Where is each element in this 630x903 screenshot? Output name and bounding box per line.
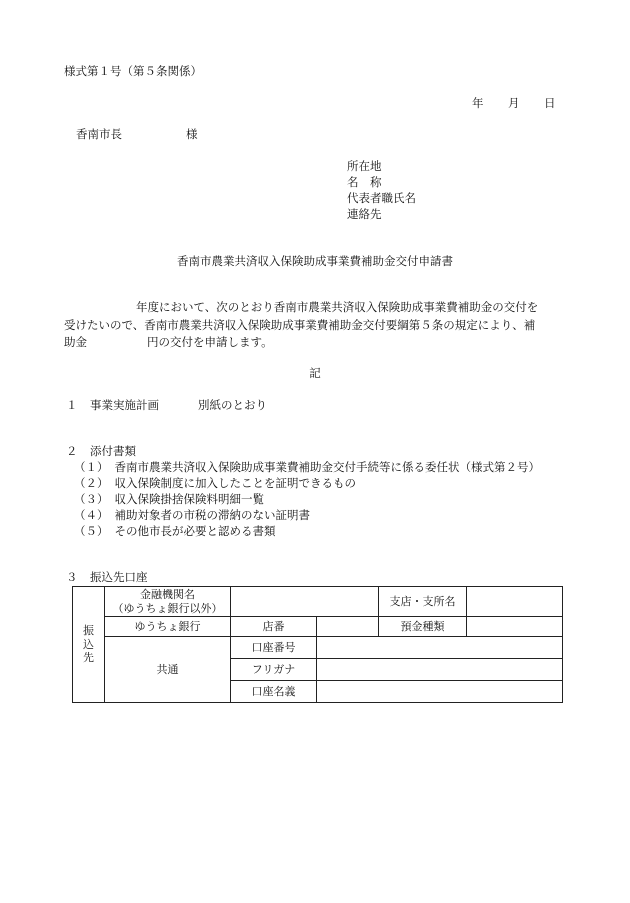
store-number-input[interactable] [317,617,379,637]
transfer-destination-label: 振込先 [83,623,94,665]
date-day-label: 日 [544,96,556,110]
attachment-item-2 [74,476,356,492]
account-number-label: 口座番号 [251,640,296,654]
attachment-item-3 [74,492,264,508]
applicant-address-label: 所在地 [347,159,382,173]
account-holder-label-cell [231,681,317,703]
section2-number: ２ [66,444,78,458]
common-label-cell [105,637,231,703]
section3-title: 振込先口座 [90,570,148,584]
body-line-1-text: 年度において、次のとおり香南市農業共済収入保険助成事業費補助金の交付を [136,300,539,314]
section3-number: ３ [66,570,78,584]
account-holder-input[interactable] [317,681,563,703]
branch-label: 支店・支所名 [389,594,456,608]
yucho-label: ゆうちょ銀行 [134,619,201,633]
date-year-label: 年 [472,96,484,110]
store-number-label-cell [231,617,317,637]
store-number-label: 店番 [262,619,285,633]
date-month-label: 月 [508,96,520,110]
financial-institution-input[interactable] [231,587,379,617]
attachment-item-5-number: （５） [74,524,109,538]
document-title: 香南市農業共済収入保険助成事業費補助金交付申請書 [177,254,453,268]
attachment-item-1-number: （１） [74,460,109,474]
branch-input[interactable] [467,587,563,617]
attachment-item-1-text: 香南市農業共済収入保険助成事業費補助金交付手続等に係る委任状（様式第２号） [114,460,540,474]
deposit-type-input[interactable] [467,617,563,637]
ki-label: 記 [309,366,321,380]
account-holder-label: 口座名義 [251,684,296,698]
bank-account-table [72,586,563,703]
account-number-input[interactable] [317,637,563,659]
attachment-item-3-number: （３） [74,492,109,506]
attachment-item-2-number: （２） [74,476,109,490]
deposit-type-label: 預金種類 [400,619,445,633]
section1-value: 別紙のとおり [198,398,267,412]
body-line-2: 受けたいので、香南市農業共済収入保険助成事業費補助金交付要綱第５条の規定により、補 [64,317,536,332]
branch-label-cell [379,587,467,617]
applicant-representative-label: 代表者職氏名 [347,191,416,205]
attachment-item-2-text: 収入保険制度に加入したことを証明できるもの [114,476,356,490]
financial-institution-label: 金融機関名 [140,587,195,601]
furigana-label-cell [231,659,317,681]
applicant-contact-label: 連絡先 [347,207,382,221]
account-number-label-cell [231,637,317,659]
common-label: 共通 [156,662,179,676]
financial-institution-label-cell [105,587,231,617]
body-paragraph [64,300,578,351]
deposit-type-label-cell [379,617,467,637]
body-line-3-suffix: 円の交付を申請します。 [147,335,273,350]
attachment-item-1 [74,460,540,476]
body-line-3-prefix: 助金 [64,335,87,350]
financial-institution-note: （ゆうちょ銀行以外） [112,601,223,615]
applicant-name-label: 名 称 [347,175,382,189]
yucho-label-cell [105,617,231,637]
attachment-item-5-text: その他市長が必要と認める書類 [114,524,276,538]
body-line-1 [64,300,578,316]
section2-title: 添付書類 [90,444,136,458]
attachment-item-4-number: （４） [74,508,109,522]
section1-title: 事業実施計画 [90,398,159,412]
recipient-name: 香南市長 [76,127,122,141]
transfer-destination-cell [73,587,105,703]
attachment-item-3-text: 収入保険掛捨保険料明細一覧 [114,492,264,506]
form-number: 様式第１号（第５条関係） [64,64,202,78]
body-line-3 [64,335,578,351]
attachment-item-4-text: 補助対象者の市税の滞納のない証明書 [114,508,310,522]
recipient-honorific: 様 [186,127,198,141]
furigana-label: フリガナ [251,662,296,676]
furigana-input[interactable] [317,659,563,681]
section1-number: １ [66,398,78,412]
attachment-item-4 [74,508,310,524]
attachment-item-5 [74,524,276,540]
